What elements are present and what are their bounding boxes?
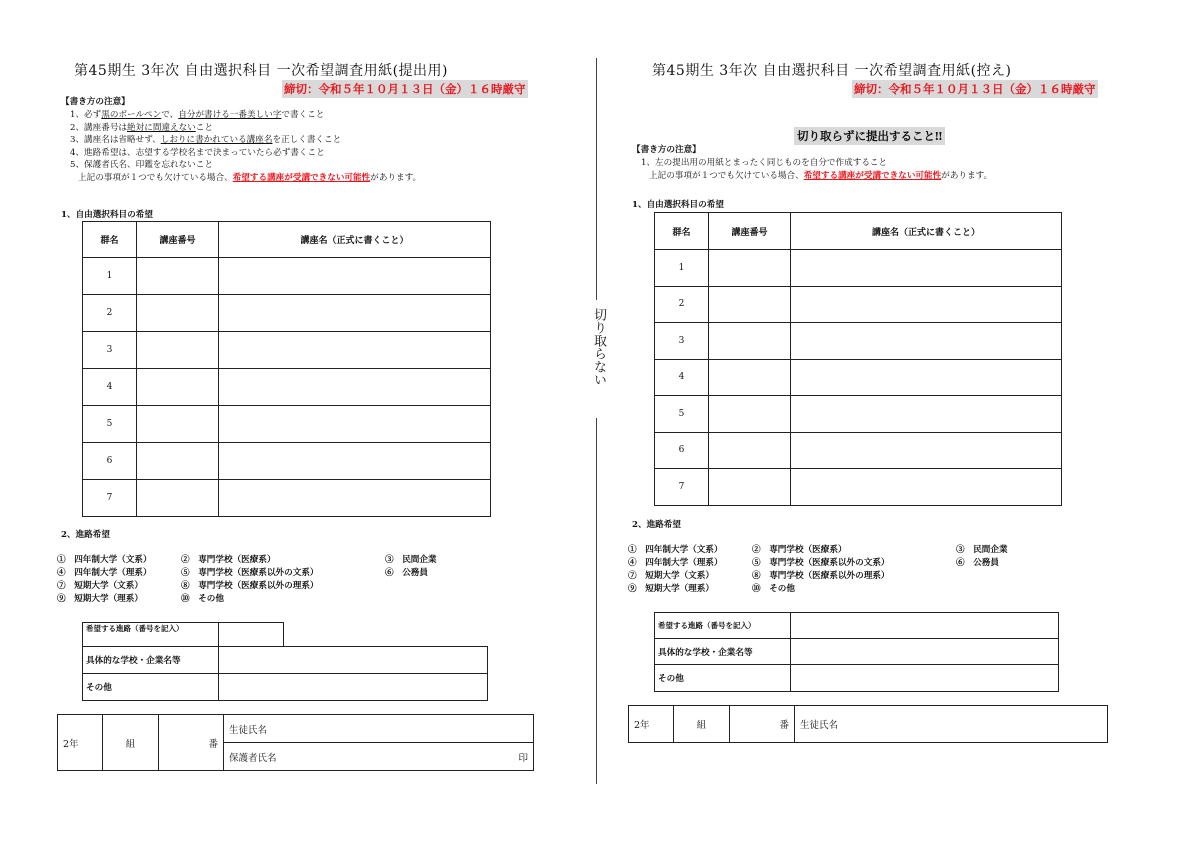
student-name-field[interactable]: 生徒氏名	[224, 715, 534, 743]
code-cell[interactable]	[137, 332, 219, 369]
name-cell[interactable]	[219, 295, 491, 332]
right-notes	[641, 157, 992, 182]
left-deadline: 締切：令和５年１０月１３日（金）１６時厳守	[284, 82, 526, 96]
right-note-warning: 上記の事項が１つでも欠けている場合、希望する講座が受講できない可能性があります。	[649, 170, 993, 181]
right-career-form	[654, 612, 1059, 692]
table-row: 3	[655, 323, 1062, 360]
name-cell[interactable]	[791, 432, 1062, 469]
code-cell[interactable]	[709, 432, 791, 469]
right-signature	[628, 705, 1108, 743]
header-group: 群名	[655, 213, 709, 250]
other-field[interactable]	[791, 665, 1059, 692]
left-career-form	[82, 646, 488, 701]
note-5: 5、保護者氏名、印鑑を忘れないこと	[70, 160, 213, 171]
school-label: 具体的な学校・企業名等	[83, 647, 219, 674]
student-name-field[interactable]: 生徒氏名	[795, 706, 1108, 743]
name-cell[interactable]	[791, 286, 1062, 323]
right-title: 第45期生 3年次 自由選択科目 一次希望調査用紙(控え)	[652, 63, 1012, 79]
name-cell[interactable]	[219, 406, 491, 443]
name-cell[interactable]	[219, 332, 491, 369]
code-cell[interactable]	[137, 406, 219, 443]
left-desired-label: 希望する進路（番号を記入）	[86, 624, 184, 633]
left-notes	[70, 109, 421, 185]
note-2: 2、講座番号は絶対に間違えないこと	[70, 122, 213, 133]
cut-line-top	[596, 58, 597, 300]
left-section1: 1、自由選択科目の希望	[61, 210, 153, 220]
right-course-table	[654, 212, 1062, 506]
table-row: 4	[83, 369, 491, 406]
table-row: 6	[83, 443, 491, 480]
school-label: 具体的な学校・企業名等	[655, 639, 791, 665]
name-cell[interactable]	[219, 258, 491, 295]
table-row: 7	[655, 469, 1062, 506]
code-cell[interactable]	[137, 443, 219, 480]
left-course-table	[82, 221, 491, 517]
code-cell[interactable]	[137, 258, 219, 295]
code-cell[interactable]	[137, 480, 219, 517]
header-name: 講座名（正式に書くこと）	[219, 222, 491, 258]
cut-notice: 切り取らずに提出すること‼	[794, 127, 945, 145]
right-career-options: ① 四年制大学（文系） ② 専門学校（医療系） ③ 民間企業 ④ 四年制大学（理系） ⑤ 専門学校（医療系以外の文系） ⑥ 公務員 ⑦ 短期大学（文系） ⑧ 専門学校（医療系以外の理系） ⑨ 短期大学（理系） ⑩ その他	[628, 545, 1008, 594]
name-cell[interactable]	[791, 250, 1062, 287]
code-cell[interactable]	[709, 469, 791, 506]
grade-label: 2年	[629, 706, 674, 743]
table-row: 7	[83, 480, 491, 517]
right-section1: 1、自由選択科目の希望	[632, 200, 724, 210]
school-field[interactable]	[791, 639, 1059, 665]
name-cell[interactable]	[219, 480, 491, 517]
table-row: 5	[655, 396, 1062, 433]
name-cell[interactable]	[791, 359, 1062, 396]
code-cell[interactable]	[137, 295, 219, 332]
table-row: 5	[83, 406, 491, 443]
table-row: 1	[83, 258, 491, 295]
table-row: 6	[655, 432, 1062, 469]
name-cell[interactable]	[791, 469, 1062, 506]
code-cell[interactable]	[137, 369, 219, 406]
table-row: 4	[655, 359, 1062, 396]
table-row: 3	[83, 332, 491, 369]
name-cell[interactable]	[791, 323, 1062, 360]
right-notes-heading: 【書き方の注意】	[632, 145, 701, 155]
header-name: 講座名（正式に書くこと）	[791, 213, 1062, 250]
class-label: 組	[103, 715, 159, 771]
grade-label: 2年	[58, 715, 103, 771]
seal-label: 印	[518, 752, 528, 764]
header-code: 講座番号	[137, 222, 219, 258]
left-signature	[57, 714, 534, 771]
table-row: 2	[83, 295, 491, 332]
name-cell[interactable]	[219, 443, 491, 480]
left-section2: 2、進路希望	[61, 530, 110, 540]
left-career-options: ① 四年制大学（文系） ② 専門学校（医療系） ③ 民間企業 ④ 四年制大学（理系） ⑤ 専門学校（医療系以外の文系） ⑥ 公務員 ⑦ 短期大学（文系） ⑧ 専門学校（医療系以外の理系） ⑨ 短期大学（理系） ⑩ その他	[57, 555, 437, 604]
code-cell[interactable]	[709, 250, 791, 287]
header-code: 講座番号	[709, 213, 791, 250]
name-cell[interactable]	[219, 369, 491, 406]
right-section2: 2、進路希望	[632, 520, 681, 530]
note-warning: 上記の事項が１つでも欠けている場合、希望する講座が受講できない可能性があります。	[78, 172, 422, 183]
left-title: 第45期生 3年次 自由選択科目 一次希望調査用紙(提出用)	[74, 63, 448, 79]
right-note-1: 1、左の提出用の用紙とまったく同じものを自分で作成すること	[641, 158, 888, 168]
number-label: 番	[730, 706, 795, 743]
other-field[interactable]	[219, 674, 488, 701]
code-cell[interactable]	[709, 396, 791, 433]
right-deadline: 締切：令和５年１０月１３日（金）１６時厳守	[854, 82, 1096, 96]
desired-field[interactable]	[791, 613, 1059, 639]
table-row: 1	[655, 250, 1062, 287]
other-label: その他	[655, 665, 791, 692]
code-cell[interactable]	[709, 359, 791, 396]
note-1: 1、必ず黒のボールペンで、自分が書ける一番美しい字で書くこと	[70, 110, 325, 120]
note-3: 3、講座名は省略せず、しおりに書かれている講座名を正しく書くこと	[70, 135, 342, 146]
number-label: 番	[159, 715, 224, 771]
school-field[interactable]	[219, 647, 488, 674]
left-notes-heading: 【書き方の注意】	[61, 97, 130, 107]
cut-line-bottom	[596, 418, 597, 784]
code-cell[interactable]	[709, 286, 791, 323]
table-row: 2	[655, 286, 1062, 323]
desired-label: 希望する進路（番号を記入）	[655, 613, 791, 639]
code-cell[interactable]	[709, 323, 791, 360]
class-label: 組	[674, 706, 730, 743]
divider-label: 切り取らない	[591, 308, 606, 386]
header-group: 群名	[83, 222, 137, 258]
other-label: その他	[83, 674, 219, 701]
note-4: 4、進路希望は、志望する学校名まで決まっていたら必ず書くこと	[70, 147, 325, 158]
name-cell[interactable]	[791, 396, 1062, 433]
guardian-name-field[interactable]: 保護者氏名 印	[224, 743, 534, 771]
